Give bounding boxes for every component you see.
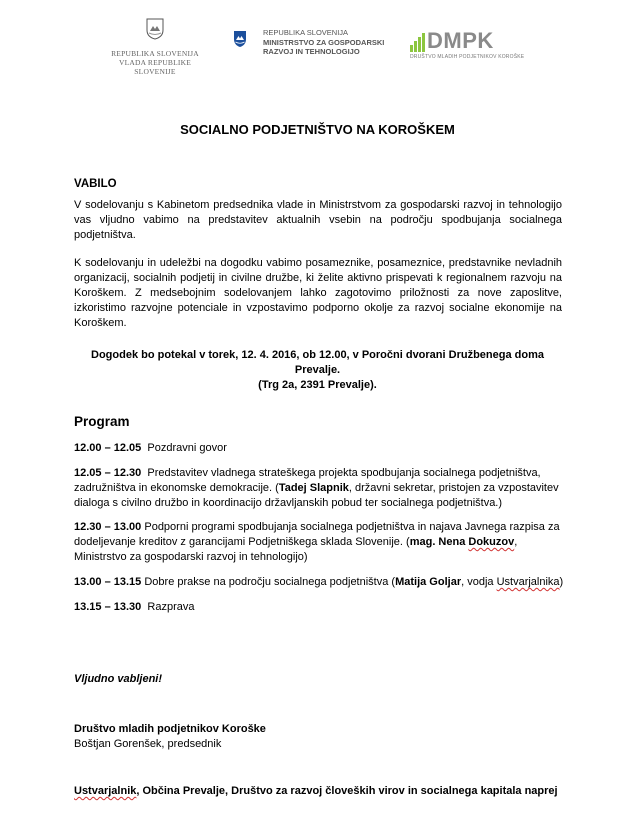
intro-paragraph-1: V sodelovanju s Kabinetom predsednika vlade in Ministrstvom za gospodarski razvoj in tehnologijo vas vljudno vabimo na predstavitev aktualnih vsebin na področju spodbujanja socialnega podjetništva. (74, 199, 562, 241)
program-time: 12.30 – 13.00 (74, 521, 142, 533)
ministry-logo-line1: REPUBLIKA SLOVENIJA (263, 28, 349, 37)
program-heading: Program (74, 414, 130, 429)
program-time: 12.05 – 12.30 (74, 467, 142, 479)
ministry-logo-line2: MINISTRSTVO ZA GOSPODARSKI (263, 37, 385, 47)
speaker-name: Matija Goljar (395, 576, 462, 588)
program-item (74, 600, 564, 615)
program-time: 13.00 – 13.15 (74, 576, 142, 588)
program-text: Podporni programi spodbujanja socialnega podjetništva in najava Javnega razpisa za dodeljevanje kreditov z garancijami Podjetniškega sklada Slovenije. ( (74, 521, 560, 548)
gov-logo (100, 18, 210, 76)
program-text: , Ministrstvo za gospodarski razvoj in tehnologijo) (74, 536, 518, 563)
program-text: Dobre prakse na področju socialnega podjetništva ( (144, 576, 396, 588)
program-item (74, 520, 564, 565)
program-time: 13.15 – 13.30 (74, 601, 142, 613)
bar-chart-icon (410, 33, 425, 52)
ministry-logo-line3: RAZVOJ IN TEHNOLOGIJO (263, 47, 360, 56)
partner-name: Ustvarjalnik (74, 785, 137, 797)
gov-logo-line1: REPUBLIKA SLOVENIJA (111, 49, 199, 58)
program-text: , vodja (461, 576, 497, 588)
partners-rest: , Občina Prevalje, Društvo za razvoj človeških virov in socialnega kapitala naprej (136, 785, 558, 797)
signature-block (74, 722, 564, 752)
dmpk-logo (410, 30, 535, 60)
event-line-2: (Trg 2a, 2391 Prevalje). (258, 379, 377, 391)
program-item (74, 466, 564, 511)
org-name: Društvo mladih podjetnikov Koroške (74, 723, 266, 735)
ministry-crest-icon (233, 30, 247, 48)
org-person: Boštjan Gorenšek, predsednik (74, 738, 222, 750)
dmpk-wordmark: DMPK (427, 28, 494, 53)
speaker-name: mag. Nena Dokuzov (409, 536, 515, 548)
partners-line (74, 784, 564, 799)
document-title: SOCIALNO PODJETNIŠTVO NA KOROŠKEM (180, 122, 455, 137)
dmpk-tagline: DRUŠTVO MLADIH PODJETNIKOV KOROŠKE (410, 54, 525, 60)
program-text: Pozdravni govor (147, 442, 227, 454)
dmpk-mark (410, 30, 535, 52)
invite-heading: VABILO (74, 178, 117, 190)
program-text: Ustvarjalnika (496, 576, 560, 588)
closing-text: Vljudno vabljeni! (74, 673, 163, 685)
program-item: 13.00 – 13.15 Dobre prakse na področju socialnega podjetništva (Matija Goljar, vodja Ustvarjalnika) (74, 576, 564, 588)
event-details (70, 348, 565, 393)
speaker-name: Tadej Slapnik (278, 482, 349, 494)
intro-paragraph-2: K sodelovanju in udeležbi na dogodku vabimo posameznike, posameznice, predstavnike nevladnih organizacij, socialnih podjetij in civilne družbe, ki želite aktivno prispevati k regionalnem razvoju na Koroškem. Z medsebojnim sodelovanjem lahko zagotovimo priložnosti za nove zaposlitve, izkoristimo razvojne potenciale in vzpostavimo podporno okolje za razvoj socialne ekonomije na Koroškem. (74, 257, 562, 329)
program-item (74, 441, 564, 456)
program-time: 12.00 – 12.05 (74, 442, 142, 454)
event-line-1: Dogodek bo potekal v torek, 12. 4. 2016, ob 12.00, v Poročni dvorani Družbenega doma Prevalje. (91, 349, 544, 376)
program-text: Predstavitev vladnega strateškega projekta spodbujanja socialnega podjetništva, zadružništva in ekonomske demokracije. ( (74, 467, 541, 494)
program-text: , državni sekretar, pristojen za vzpostavitev dialoga s civilno družbo in koordinacijo državljanskih pobud ter socialnega podjetništva.) (74, 482, 559, 509)
program-text: Razprava (147, 601, 195, 613)
ministry-logo-text (263, 28, 384, 57)
gov-logo-line2: VLADA REPUBLIKE SLOVENIJE (119, 58, 191, 76)
slovenia-crest-icon (146, 18, 164, 40)
